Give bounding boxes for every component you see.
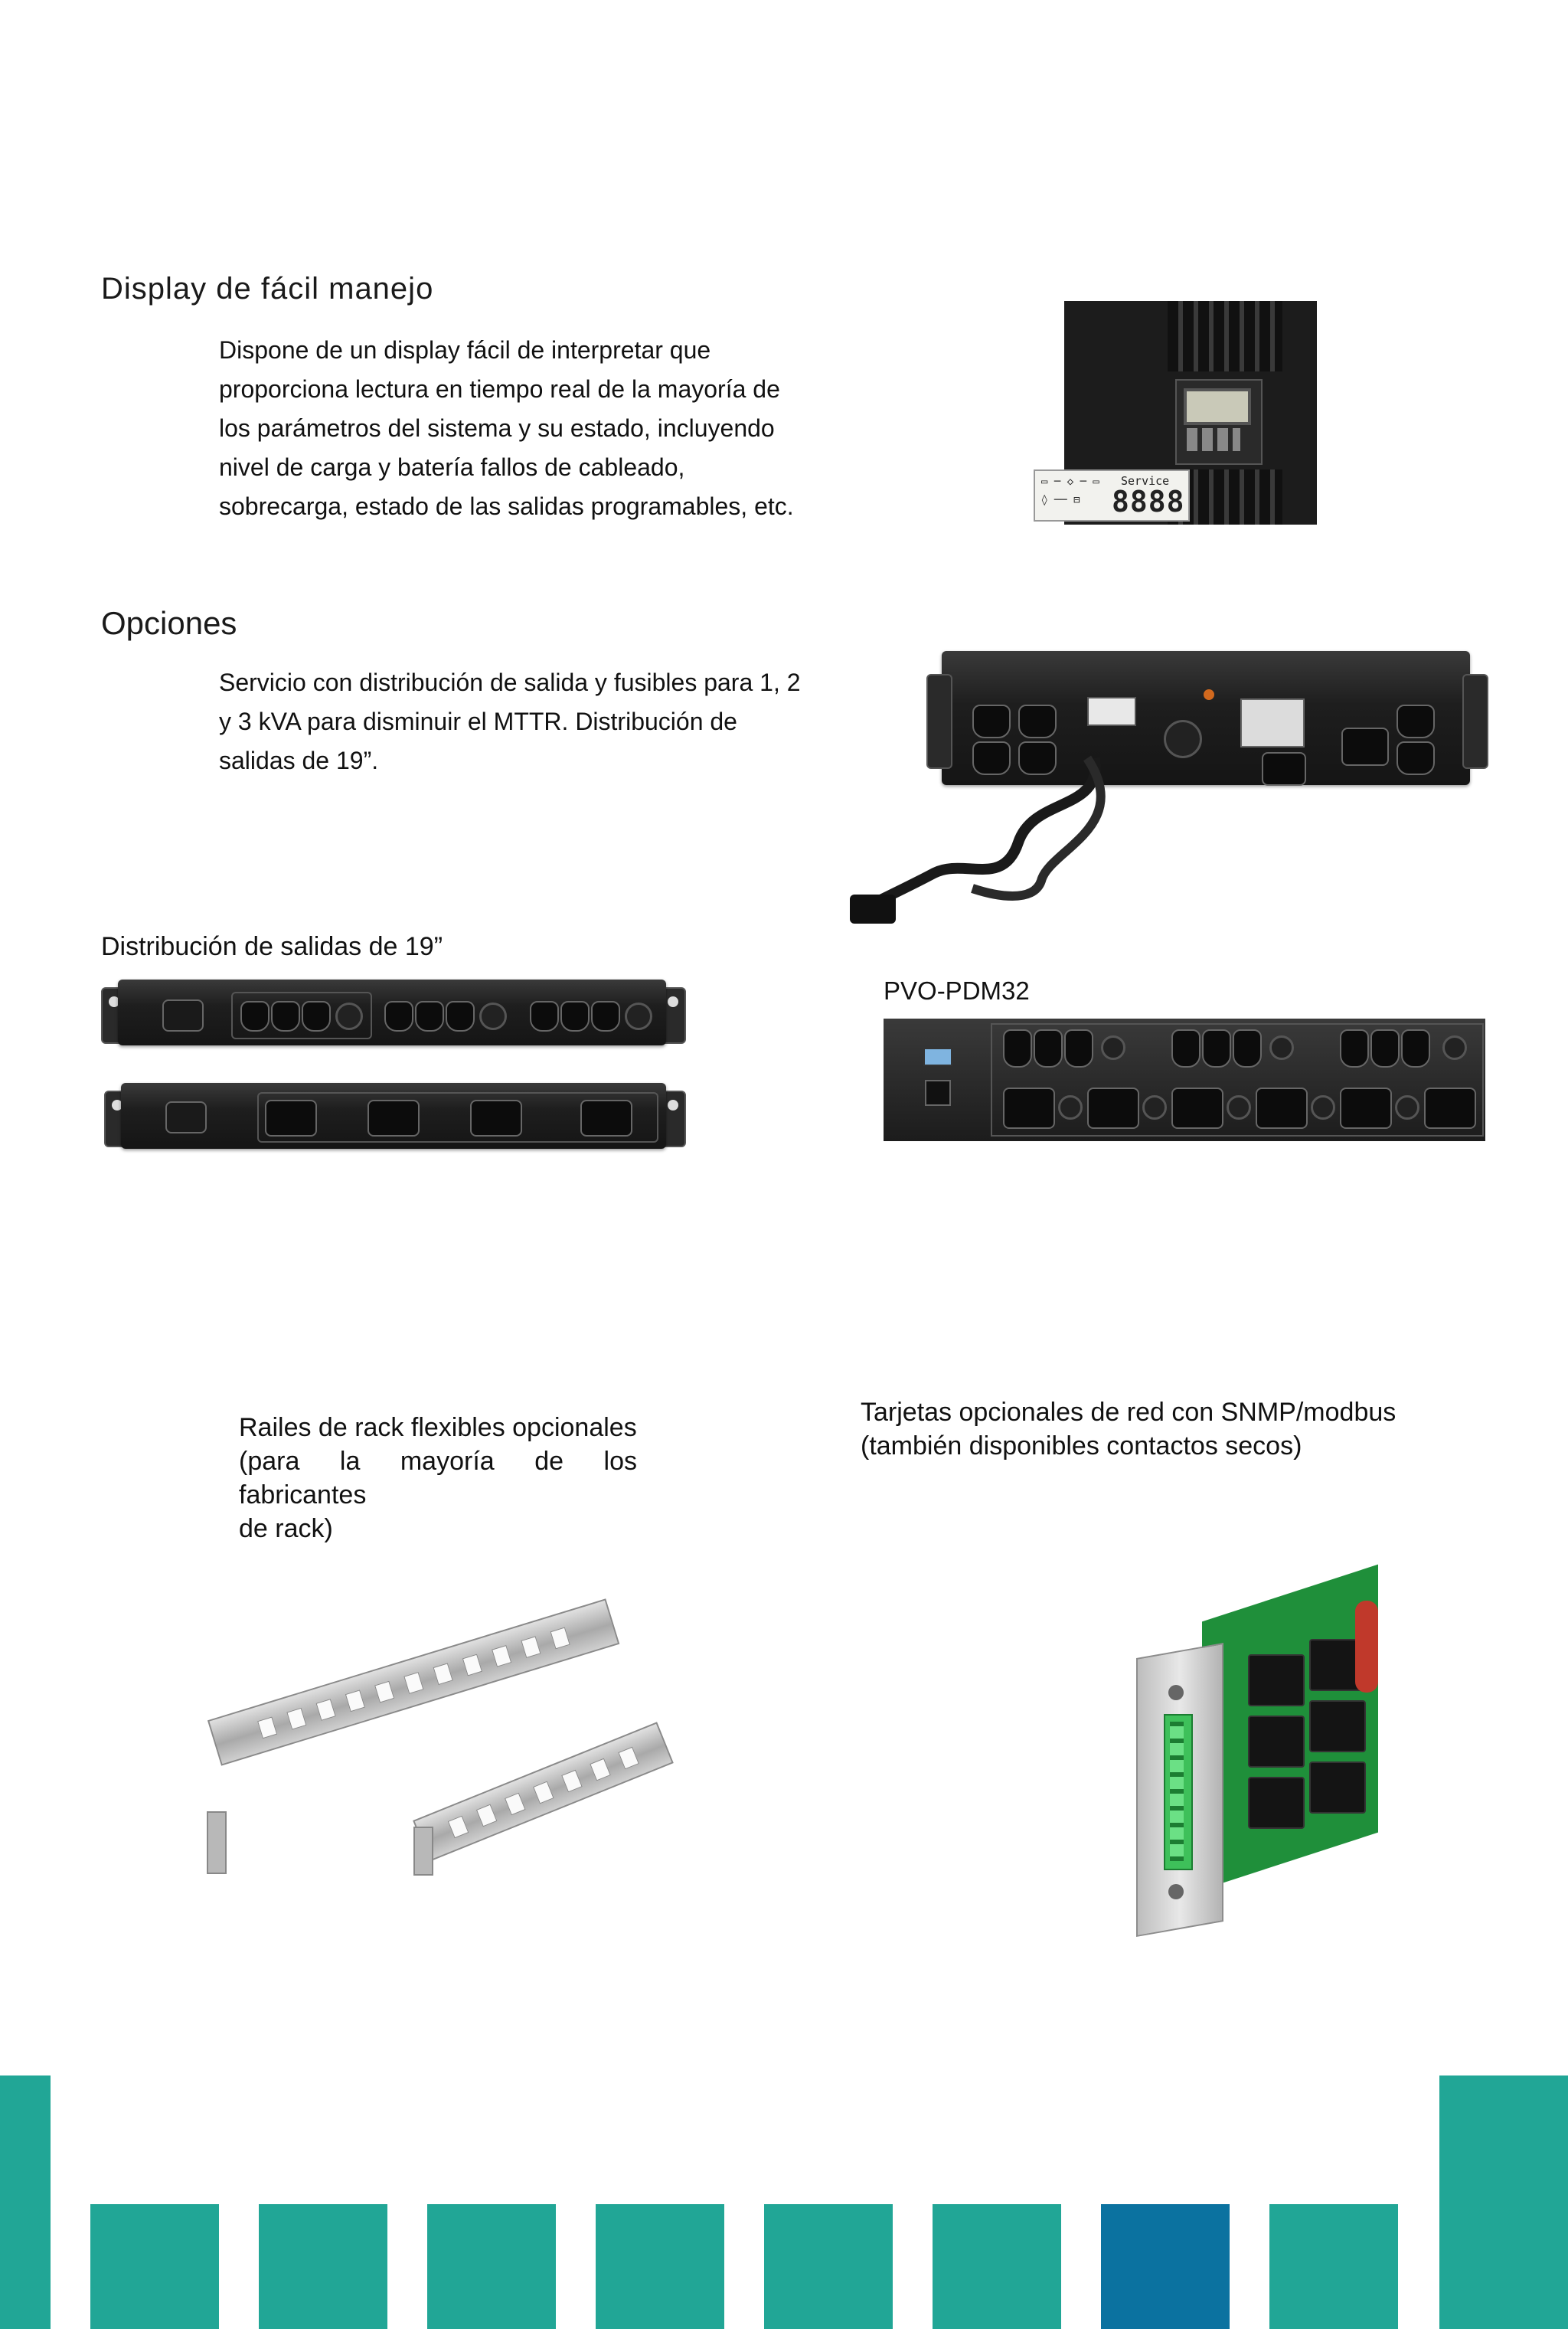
cards-line: Tarjetas opcionales de red con SNMP/modbus xyxy=(861,1398,1396,1427)
footer-left-bar xyxy=(0,2075,51,2329)
options-section-title: Opciones xyxy=(101,605,237,641)
footer-block xyxy=(933,2204,1061,2329)
display-line: proporciona lectura en tiempo real de la mayoría de xyxy=(219,375,780,403)
rack-rails-photo xyxy=(207,1627,674,1873)
pdu-c19-photo xyxy=(104,1080,683,1153)
display-line: sobrecarga, estado de las salidas programables, etc. xyxy=(219,492,794,520)
rails-line: de rack) xyxy=(239,1514,333,1543)
options-line: Servicio con distribución de salida y fusibles para 1, 2 xyxy=(219,669,801,696)
display-line: los parámetros del sistema y su estado, incluyendo xyxy=(219,414,775,442)
footer-block xyxy=(596,2204,724,2329)
display-line: nivel de carga y batería fallos de cableado, xyxy=(219,453,685,481)
options-line: y 3 kVA para disminuir el MTTR. Distribución de xyxy=(219,708,737,735)
pdm32-photo xyxy=(884,1019,1485,1141)
ups-display-photo xyxy=(1034,301,1317,525)
footer-block xyxy=(1101,2204,1230,2329)
cards-line: (también disponibles contactos secos) xyxy=(861,1431,1302,1461)
pdu-c13-photo xyxy=(101,976,683,1052)
footer-block xyxy=(427,2204,556,2329)
lcd-strip: ▭ ─ ◇ ─ ▭ ◊ ── ⊟ Service 8888 xyxy=(1034,469,1190,522)
display-description xyxy=(219,331,847,526)
cards-caption xyxy=(861,1395,1519,1463)
display-section-title: Display de fácil manejo xyxy=(101,272,434,306)
footer-block xyxy=(259,2204,387,2329)
network-card-photo xyxy=(1125,1578,1401,1892)
footer-block xyxy=(90,2204,219,2329)
lcd-service-text: Service xyxy=(1121,474,1170,488)
pdm-label: PVO-PDM32 xyxy=(884,976,1030,1005)
footer-block xyxy=(1269,2204,1398,2329)
rails-caption xyxy=(239,1411,637,1546)
options-description xyxy=(219,663,847,780)
distribution-title: Distribución de salidas de 19” xyxy=(101,932,443,961)
power-cord-icon xyxy=(842,743,1164,927)
rails-line: (para la mayoría de los fabricantes xyxy=(239,1447,637,1510)
lcd-readout: 8888 xyxy=(1112,485,1185,518)
rails-line: Railes de rack flexibles opcionales xyxy=(239,1413,637,1442)
display-line: Dispone de un display fácil de interpretar que xyxy=(219,336,711,364)
footer-block xyxy=(764,2204,893,2329)
service-distribution-photo xyxy=(842,628,1568,927)
footer-right-bar xyxy=(1439,2075,1568,2329)
options-line: salidas de 19”. xyxy=(219,747,379,774)
